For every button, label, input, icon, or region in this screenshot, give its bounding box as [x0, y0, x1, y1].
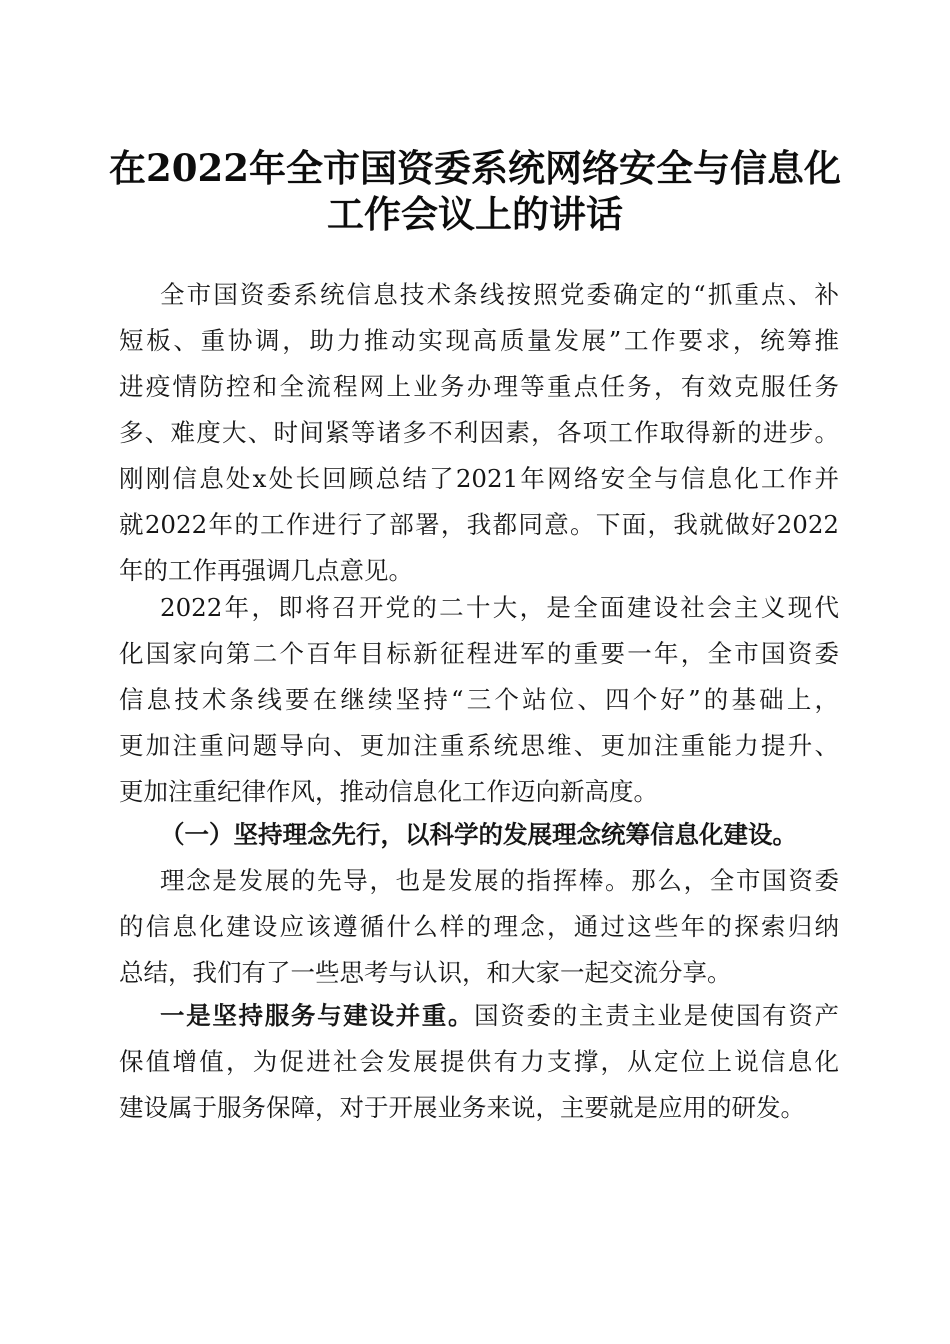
point-lead: 一是坚持服务与建设并重。: [160, 1001, 475, 1030]
paragraph-line: 保值增值，为促进社会发展提供有力支撑，从定位上说信息化: [119, 1047, 839, 1076]
paragraph-line: 化国家向第二个百年目标新征程进军的重要一年，全市国资委: [119, 639, 839, 668]
paragraph-line: 更加注重纪律作风，推动信息化工作迈向新高度。: [119, 777, 658, 806]
paragraph-line: [119, 993, 839, 1039]
paragraph-line: 理念是发展的先导，也是发展的指挥棒。那么，全市国资委: [160, 866, 839, 895]
paragraph-line: 就2022年的工作进行了部署，我都同意。下面，我就做好2022: [119, 510, 839, 539]
paragraph-line: 年的工作再强调几点意见。: [119, 556, 413, 585]
paragraph-line: 总结，我们有了一些思考与认识，和大家一起交流分享。: [119, 958, 732, 987]
paragraph-line: 的信息化建设应该遵循什么样的理念，通过这些年的探索归纳: [119, 912, 839, 941]
paragraph-line: 建设属于服务保障，对于开展业务来说，主要就是应用的研发。: [119, 1093, 805, 1122]
document-title-line-2: 工作会议上的讲话: [327, 192, 623, 236]
paragraph-line: 短板、重协调，助力推动实现高质量发展”工作要求，统筹推: [119, 326, 839, 355]
point-text: 国资委的主责主业是使国有资产: [474, 1001, 840, 1030]
paragraph-2: [119, 585, 839, 815]
paragraph-line: 2022年，即将召开党的二十大，是全面建设社会主义现代: [160, 593, 839, 622]
section-heading-text: （一）坚持理念先行，以科学的发展理念统筹信息化建设。: [160, 820, 797, 849]
paragraph-line: 进疫情防控和全流程网上业务办理等重点任务，有效克服任务: [119, 372, 839, 401]
document-title-line-1: 在2022年全市国资委系统网络安全与信息化: [109, 146, 841, 190]
paragraph-line: 多、难度大、时间紧等诸多不利因素，各项工作取得新的进步。: [119, 418, 839, 447]
section-heading-1: [119, 812, 839, 858]
paragraph-line: 信息技术条线要在继续坚持“三个站位、四个好”的基础上，: [119, 685, 839, 714]
paragraph-line: 全市国资委系统信息技术条线按照党委确定的“抓重点、补: [160, 280, 839, 309]
paragraph-1: [119, 272, 839, 594]
paragraph-line: 更加注重问题导向、更加注重系统思维、更加注重能力提升、: [119, 731, 839, 760]
paragraph-3: [119, 858, 839, 996]
paragraph-4: [119, 993, 839, 1131]
paragraph-line: 刚刚信息处x处长回顾总结了2021年网络安全与信息化工作并: [119, 464, 839, 493]
